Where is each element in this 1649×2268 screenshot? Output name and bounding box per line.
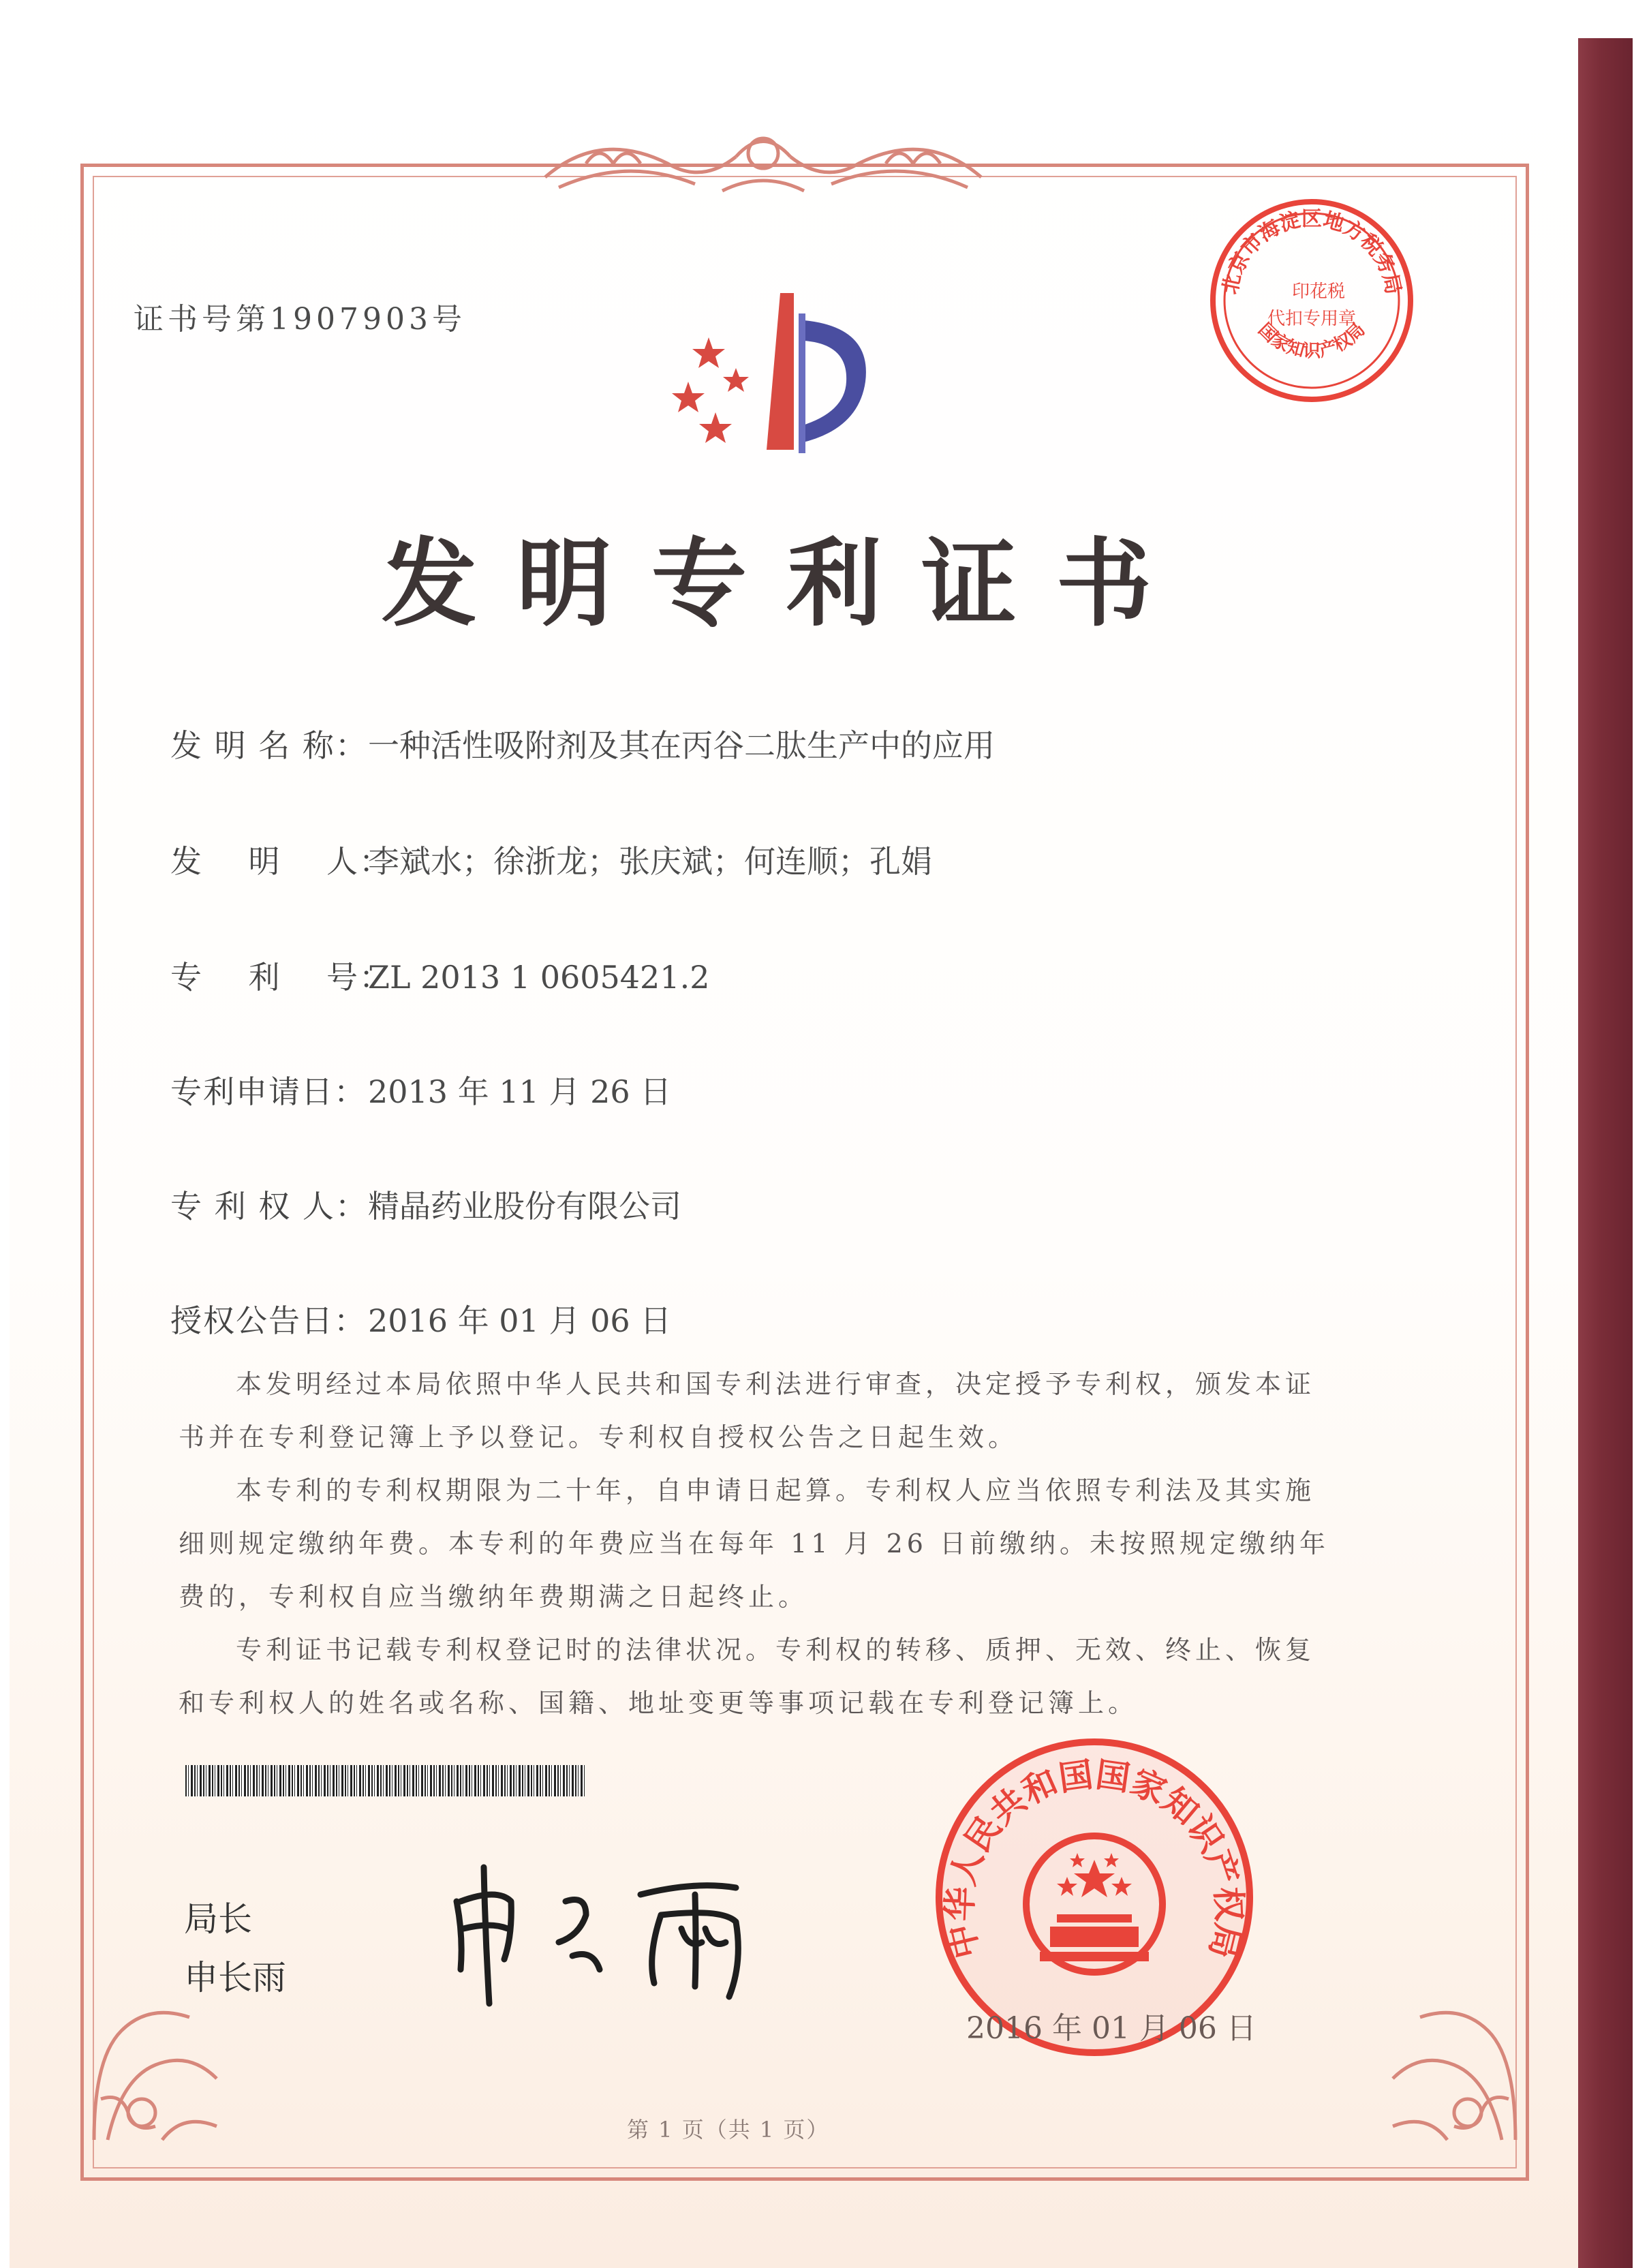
patent-office-logo bbox=[647, 273, 893, 470]
field-application-date bbox=[170, 1067, 671, 1112]
body-paragraph-3: 专利证书记载专利权登记时的法律状况。专利权的转移、质押、无效、终止、恢复和专利权人的姓名或名称、国籍、地址变更等事项记载在专利登记簿上。 bbox=[179, 1635, 1316, 1718]
certificate-title: 发明专利证书 bbox=[382, 528, 1192, 640]
field-label: 专 利 号： bbox=[170, 959, 392, 996]
body-paragraph-1: 本发明经过本局依照中华人民共和国专利法进行审查，决定授予专利权，颁发本证书并在专利登记簿上予以登记。专利权自授权公告之日起生效。 bbox=[179, 1369, 1316, 1452]
field-value: ZL 2013 1 0605421.2 bbox=[368, 959, 710, 996]
field-value: 一种活性吸附剂及其在丙谷二肽生产中的应用 bbox=[368, 727, 995, 764]
tax-stamp bbox=[1206, 195, 1417, 406]
field-patentee bbox=[170, 1182, 681, 1227]
seal-ring-text: 中华人民共和国国家知识产权局 bbox=[939, 1753, 1250, 1963]
field-label: 专 利 权 人： bbox=[170, 1188, 368, 1225]
field-label: 发 明 人： bbox=[170, 843, 392, 880]
field-value: 2016 年 01 月 06 日 bbox=[368, 1302, 672, 1339]
certificate-number: 证书号第1907903号 bbox=[134, 302, 466, 337]
corner-ornament-right bbox=[1352, 1976, 1529, 2154]
tax-stamp-center-1: 印花税 bbox=[1291, 281, 1346, 302]
binding-spine bbox=[1578, 38, 1633, 2268]
field-value: 李斌水；徐浙龙；张庆斌；何连顺；孔娟 bbox=[368, 843, 932, 880]
body-paragraph-2: 本专利的专利权期限为二十年，自申请日起算。专利权人应当依照专利法及其实施细则规定缴纳年费。本专利的年费应当在每年 11 月 26 日前缴纳。未按照规定缴纳年费的，专利权自应当缴纳年费期满之日起终止。 bbox=[179, 1475, 1330, 1612]
page-indicator: 第 1 页（共 1 页） bbox=[627, 2117, 830, 2143]
tax-stamp-bottom-text: 国家知识产权局 bbox=[1254, 319, 1370, 362]
director-name: 申长雨 bbox=[184, 1958, 286, 1997]
field-grant-date bbox=[170, 1296, 671, 1341]
field-label: 发 明 名 称： bbox=[170, 727, 368, 764]
tax-stamp-ring-text: 北京市海淀区地方税务局 bbox=[1218, 207, 1406, 296]
top-ornament bbox=[518, 123, 1008, 204]
field-label: 专利申请日： bbox=[170, 1073, 367, 1110]
director-title: 局长 bbox=[184, 1899, 252, 1939]
barcode bbox=[185, 1765, 585, 1796]
tax-stamp-center-2: 代扣专用章 bbox=[1267, 309, 1357, 329]
certificate-body bbox=[179, 1358, 1337, 1730]
field-patent-number bbox=[170, 953, 709, 998]
director-signature bbox=[436, 1840, 790, 2017]
field-inventors bbox=[170, 837, 932, 882]
field-value: 2013 年 11 月 26 日 bbox=[368, 1073, 672, 1110]
field-invention-name bbox=[170, 721, 995, 766]
frame-border-inner bbox=[93, 176, 1517, 2169]
issue-date: 2016 年 01 月 06 日 bbox=[966, 2011, 1257, 2046]
field-label: 授权公告日： bbox=[170, 1302, 367, 1339]
corner-ornament-left bbox=[80, 1976, 258, 2154]
field-value: 精晶药业股份有限公司 bbox=[368, 1188, 681, 1225]
